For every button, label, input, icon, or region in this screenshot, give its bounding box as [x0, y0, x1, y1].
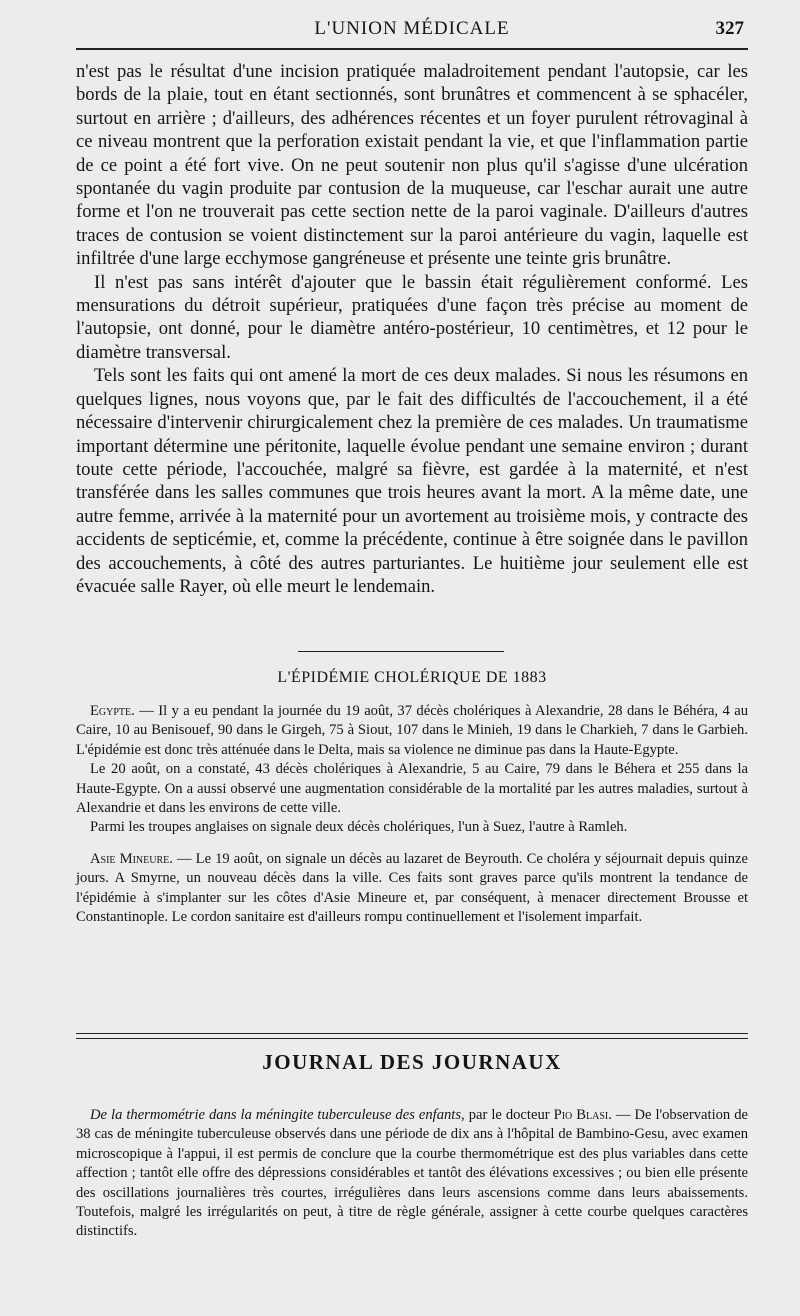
section-title-epidemic: L'ÉPIDÉMIE CHOLÉRIQUE DE 1883 [277, 669, 547, 686]
paragraph-thermometrie [76, 1106, 748, 1242]
paragraph-asie-mineure [76, 850, 748, 928]
text-asie-mineure: — Le 19 août, on signale un décès au lazaret de Beyrouth. Ce choléra y séjournait depuis quinze jours. A Smyrne, un nouveau décès dans la ville. Ces faits sont graves parce qu'ils montrent la tendance de l'épidémie à s'implanter sur les côtes d'Asie Mineure et, par conséquent, à menacer directement Brousse et Constantinople. Le cordon sanitaire est d'ailleurs rompu continuellement et l'isolement imparfait. [76, 850, 748, 926]
page-number: 327 [715, 18, 744, 39]
running-header [76, 14, 748, 44]
paragraph-continuation: n'est pas le résultat d'une incision pratiquée maladroitement pendant l'autopsie, car les bords de la plaie, tout en étant sectionnés, sont brunâtres et commencent à se sphacéler, surtout en arrière ; d'ailleurs, des adhérences récentes et un foyer purulent rétrovaginal à ce niveau montrent que la perforation existait pendant la vie, et que l'inflammation partie de ce point a été fort vive. On ne peut soutenir non plus qu'il s'agisse d'une ulcération spontanée du vagin produite par contusion de la muqueuse, car l'eschar aurait une autre forme et l'on ne trouverait pas cette section nette de la paroi vaginale. D'ailleurs d'autres traces de contusion se voient distinctement sur la paroi antérieure du vagin, laquelle est infiltrée d'une large ecchymose gangréneuse et présente une teinte gris brunâtre. [76, 61, 748, 270]
header-rule [76, 48, 748, 50]
label-egypte: Egypte. [90, 703, 135, 719]
article-author: Pio Blasi. [553, 1107, 612, 1123]
paragraph-pelvis: Il n'est pas sans intérêt d'ajouter que le bassin était régulièrement conformé. Les mensurations du détroit supérieur, pratiquées d'une façon très précise au moment de l'autopsie, ont donné, pour le diamètre antéro-postérieur, 10 centimètres, et 12 pour le diamètre transversal. [76, 271, 748, 363]
byline-prefix: , par le docteur [461, 1107, 554, 1123]
main-text [76, 60, 748, 598]
epidemic-text [76, 702, 748, 927]
label-asie-mineure: Asie Mineure. [90, 850, 173, 867]
section-rule [298, 651, 504, 652]
double-rule-bottom [76, 1038, 748, 1039]
double-rule-top [76, 1033, 748, 1034]
section-title-journal: JOURNAL DES JOURNAUX [262, 1050, 562, 1074]
journal-running-title: L'UNION MÉDICALE [314, 18, 510, 39]
article-title: De la thermométrie dans la méningite tuberculeuse des enfants [90, 1107, 462, 1123]
paragraph-20-aout: Le 20 août, on a constaté, 43 décès cholériques à Alexandrie, 5 au Caire, 79 dans le Béhera et 255 dans la Haute-Egypte. On a aussi observé une augmentation considérable de la mortalité par les autres maladies, surtout à Alexandrie et dans les environs de cette ville. [76, 761, 748, 817]
paragraph-egypte [76, 702, 748, 760]
journal-text [76, 1106, 748, 1242]
text-egypte: — Il y a eu pendant la journée du 19 août, 37 décès cholériques à Alexandrie, 28 dans le Béhéra, 4 au Caire, 10 au Benisouef, 90 dans le Girgeh, 75 à Siout, 107 dans le Minieh, 19 dans le Charkieh, 7 dans le Garbieh. L'épidémie est donc très atténuée dans le Delta, mais sa violence ne diminue pas dans la Haute-Egypte. [76, 703, 748, 758]
article-text: — De l'observation de 38 cas de méningite tuberculeuse observés dans une période de dix ans à l'hôpital de Bambino-Gesu, avec examen microscopique à l'appui, il est permis de conclure que la courbe thermométrique est des plus variables dans cette affection ; tantôt elle offre des dépressions considérables et tantôt des élévations excessives ; ou bien elle présente des oscillations journalières très courtes, irrégulières dans leurs ascensions comme dans leurs abaissements. Toutefois, malgré les irrégularités on peut, à titre de règle générale, assigner à cette courbe quelques caractères distinctifs. [76, 1107, 748, 1240]
paragraph-troupes: Parmi les troupes anglaises on signale deux décès cholériques, l'un à Suez, l'autre à Ramleh. [90, 819, 628, 836]
paragraph-summary: Tels sont les faits qui ont amené la mort de ces deux malades. Si nous les résumons en quelques lignes, nous voyons que, par le fait des difficultés de l'accouchement, il a été nécessaire d'intervenir chirurgicalement chez la première de ces malades. Un traumatisme important détermine une péritonite, laquelle évolue pendant une semaine environ ; durant toute cette période, l'accouchée, malgré sa fièvre, est gardée à la maternité, et n'est transférée dans les salles communes que trois heures avant la mort. A la même date, une autre femme, arrivée à la maternité pour un avortement au troisième mois, y contracte des accidents de septicémie, et, comme la précédente, continue à être soignée dans le pavillon des accouchements, à côté des autres parturiantes. Le huitième jour seulement elle est évacuée salle Rayer, où elle meurt le lendemain. [76, 365, 748, 597]
